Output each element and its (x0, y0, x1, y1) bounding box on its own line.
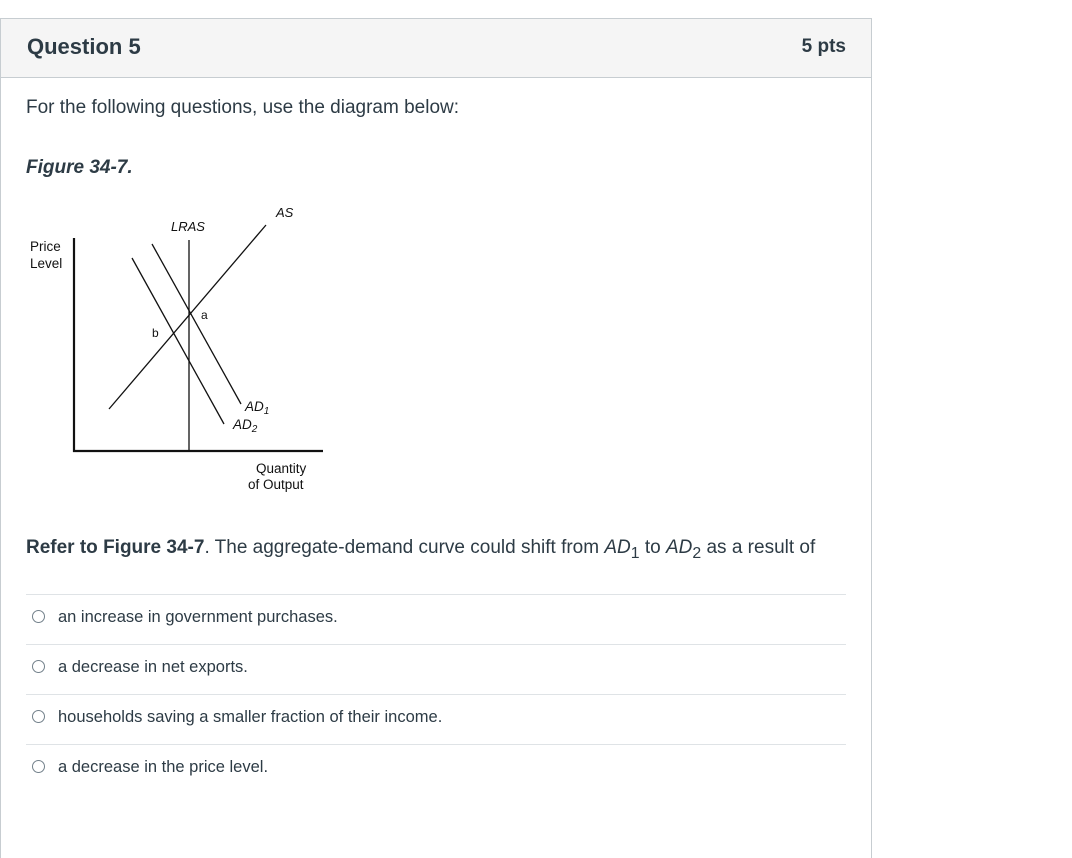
as-label: AS (276, 205, 294, 220)
as-curve (109, 225, 266, 409)
ad1-label: $AD_1$ (245, 399, 270, 417)
prompt-text: . The aggregate-demand curve could shift from (204, 537, 605, 558)
x-axis-label-line2: of Output (248, 477, 304, 492)
question-header (1, 19, 871, 78)
radio-button[interactable] (32, 710, 45, 723)
ad1-term: AD (604, 537, 631, 558)
answer-option[interactable] (26, 744, 846, 794)
prompt-ending: as a result of (701, 537, 816, 558)
ad1-curve (152, 244, 241, 404)
question-intro: For the following questions, use the diagram below: (26, 97, 460, 118)
point-b-label: b (152, 326, 159, 340)
answer-option[interactable] (26, 644, 846, 694)
answer-label[interactable]: a decrease in the price level. (58, 758, 269, 776)
y-axis-label-line2: Level (30, 256, 63, 271)
question-points: 5 pts (801, 36, 846, 57)
prompt-to: to (639, 537, 666, 558)
figure-34-7-diagram (26, 180, 336, 492)
point-a-label: a (201, 308, 208, 322)
radio-button[interactable] (32, 760, 45, 773)
answer-label[interactable]: an increase in government purchases. (58, 608, 338, 626)
radio-button[interactable] (32, 660, 45, 673)
ad2-label: $AD_2$ (233, 417, 258, 435)
figure-label: Figure 34-7. (26, 157, 133, 178)
ad2-term: AD (665, 537, 693, 558)
answer-option[interactable] (26, 694, 846, 744)
answer-label[interactable]: a decrease in net exports. (58, 658, 248, 676)
radio-button[interactable] (32, 610, 45, 623)
y-axis-label-line1: Price (30, 239, 61, 254)
ad2-curve (132, 258, 224, 424)
ad1-subscript: 1 (630, 544, 640, 562)
question-title: Question 5 (27, 34, 141, 59)
answer-list (26, 594, 846, 794)
question-prompt (26, 537, 815, 563)
figure-reference: Refer to Figure 34-7 (26, 537, 205, 558)
answer-label[interactable]: households saving a smaller fraction of their income. (58, 708, 443, 726)
lras-label: LRAS (171, 219, 205, 234)
answer-option[interactable] (26, 594, 846, 644)
ad2-subscript: 2 (692, 544, 702, 562)
x-axis-label-line1: Quantity (256, 461, 307, 476)
